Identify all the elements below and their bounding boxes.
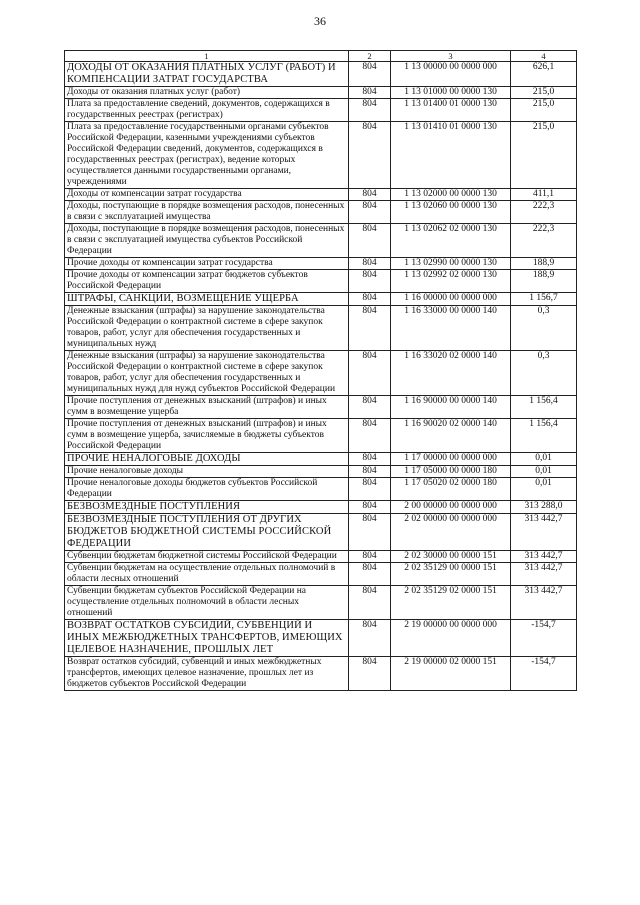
table-row xyxy=(65,258,577,270)
row-name-cell: Доходы, поступающие в порядке возмещения расходов, понесенных в связи с эксплуатацией имущества xyxy=(65,201,349,224)
row-admin-cell: 804 xyxy=(349,657,391,691)
table-row xyxy=(65,501,577,514)
table-row xyxy=(65,189,577,201)
row-amount-cell: 0,01 xyxy=(511,466,577,478)
row-admin-cell: 804 xyxy=(349,87,391,99)
row-amount-cell: 188,9 xyxy=(511,258,577,270)
row-amount-cell: 313 442,7 xyxy=(511,551,577,563)
table-row xyxy=(65,62,577,87)
row-amount-cell: 222,3 xyxy=(511,201,577,224)
row-code-cell: 1 13 01000 00 0000 130 xyxy=(391,87,511,99)
table-header-row xyxy=(65,51,577,62)
table-body xyxy=(65,62,577,691)
table-row xyxy=(65,466,577,478)
row-name-cell: ШТРАФЫ, САНКЦИИ, ВОЗМЕЩЕНИЕ УЩЕРБА xyxy=(65,293,349,306)
row-name-cell: Прочие неналоговые доходы xyxy=(65,466,349,478)
row-amount-cell: -154,7 xyxy=(511,657,577,691)
table-row xyxy=(65,87,577,99)
row-code-cell: 2 02 00000 00 0000 000 xyxy=(391,514,511,551)
row-code-cell: 1 13 01410 01 0000 130 xyxy=(391,122,511,189)
row-amount-cell: 1 156,4 xyxy=(511,396,577,419)
row-admin-cell: 804 xyxy=(349,189,391,201)
row-admin-cell: 804 xyxy=(349,99,391,122)
table-row xyxy=(65,224,577,258)
row-code-cell: 1 13 02990 00 0000 130 xyxy=(391,258,511,270)
row-name-cell: Доходы, поступающие в порядке возмещения расходов, понесенных в связи с эксплуатацией имущества субъектов Российской Федерации xyxy=(65,224,349,258)
row-code-cell: 2 19 00000 02 0000 151 xyxy=(391,657,511,691)
row-code-cell: 1 13 01400 01 0000 130 xyxy=(391,99,511,122)
row-admin-cell: 804 xyxy=(349,501,391,514)
table-row xyxy=(65,620,577,657)
row-amount-cell: 313 442,7 xyxy=(511,514,577,551)
row-admin-cell: 804 xyxy=(349,586,391,620)
row-name-cell: ВОЗВРАТ ОСТАТКОВ СУБСИДИЙ, СУБВЕНЦИЙ И ИНЫХ МЕЖБЮДЖЕТНЫХ ТРАНСФЕРТОВ, ИМЕЮЩИХ ЦЕЛЕВОЕ НАЗНАЧЕНИЕ, ПРОШЛЫХ ЛЕТ xyxy=(65,620,349,657)
row-admin-cell: 804 xyxy=(349,551,391,563)
row-name-cell: Денежные взыскания (штрафы) за нарушение законодательства Российской Федерации о контрактной системе в сфере закупок товаров, работ, услуг для обеспечения государственных и муниципальных нужд для нужд субъектов Российской Федерации xyxy=(65,351,349,396)
row-admin-cell: 804 xyxy=(349,306,391,351)
row-amount-cell: 313 442,7 xyxy=(511,586,577,620)
row-code-cell: 1 13 02060 00 0000 130 xyxy=(391,201,511,224)
row-name-cell: Прочие доходы от компенсации затрат бюджетов субъектов Российской Федерации xyxy=(65,270,349,293)
row-admin-cell: 804 xyxy=(349,466,391,478)
column-header: 1 xyxy=(65,51,349,62)
row-code-cell: 2 19 00000 00 0000 000 xyxy=(391,620,511,657)
row-code-cell: 1 16 90000 00 0000 140 xyxy=(391,396,511,419)
table-row xyxy=(65,306,577,351)
table-row xyxy=(65,478,577,501)
row-code-cell: 2 00 00000 00 0000 000 xyxy=(391,501,511,514)
row-amount-cell: 222,3 xyxy=(511,224,577,258)
row-admin-cell: 804 xyxy=(349,270,391,293)
column-header: 4 xyxy=(511,51,577,62)
row-name-cell: Прочие доходы от компенсации затрат государства xyxy=(65,258,349,270)
row-admin-cell: 804 xyxy=(349,62,391,87)
row-admin-cell: 804 xyxy=(349,224,391,258)
row-admin-cell: 804 xyxy=(349,563,391,586)
row-code-cell: 1 13 00000 00 0000 000 xyxy=(391,62,511,87)
row-code-cell: 2 02 30000 00 0000 151 xyxy=(391,551,511,563)
table-row xyxy=(65,514,577,551)
column-header: 2 xyxy=(349,51,391,62)
row-admin-cell: 804 xyxy=(349,258,391,270)
row-name-cell: Субвенции бюджетам субъектов Российской Федерации на осуществление отдельных полномочий в области лесных отношений xyxy=(65,586,349,620)
table-row xyxy=(65,293,577,306)
row-admin-cell: 804 xyxy=(349,293,391,306)
revenue-table xyxy=(64,50,577,691)
row-code-cell: 1 16 00000 00 0000 000 xyxy=(391,293,511,306)
column-header: 3 xyxy=(391,51,511,62)
row-name-cell: Прочие неналоговые доходы бюджетов субъектов Российской Федерации xyxy=(65,478,349,501)
row-amount-cell: 215,0 xyxy=(511,122,577,189)
row-code-cell: 1 13 02000 00 0000 130 xyxy=(391,189,511,201)
row-name-cell: ПРОЧИЕ НЕНАЛОГОВЫЕ ДОХОДЫ xyxy=(65,453,349,466)
row-amount-cell: 188,9 xyxy=(511,270,577,293)
row-admin-cell: 804 xyxy=(349,620,391,657)
page-number: 36 xyxy=(314,14,326,28)
row-name-cell: Плата за предоставление сведений, документов, содержащихся в государственных реестрах (регистрах) xyxy=(65,99,349,122)
row-code-cell: 2 02 35129 00 0000 151 xyxy=(391,563,511,586)
row-admin-cell: 804 xyxy=(349,201,391,224)
row-name-cell: БЕЗВОЗМЕЗДНЫЕ ПОСТУПЛЕНИЯ ОТ ДРУГИХ БЮДЖЕТОВ БЮДЖЕТНОЙ СИСТЕМЫ РОССИЙСКОЙ ФЕДЕРАЦИИ xyxy=(65,514,349,551)
table-row xyxy=(65,201,577,224)
table-row xyxy=(65,99,577,122)
row-code-cell: 1 16 33020 02 0000 140 xyxy=(391,351,511,396)
row-name-cell: Плата за предоставление государственными органами субъектов Российской Федерации, казенными учреждениями субъектов Российской Федерации сведений, документов, содержащихся в государственных реестрах (регистрах), ведение которых осуществляется данными государственными органами, учреждениями xyxy=(65,122,349,189)
row-amount-cell: 313 288,0 xyxy=(511,501,577,514)
table-row xyxy=(65,122,577,189)
row-admin-cell: 804 xyxy=(349,478,391,501)
row-admin-cell: 804 xyxy=(349,419,391,453)
row-admin-cell: 804 xyxy=(349,453,391,466)
row-name-cell: Прочие поступления от денежных взысканий (штрафов) и иных сумм в возмещение ущерба, зачисляемые в бюджеты субъектов Российской Федерации xyxy=(65,419,349,453)
row-amount-cell: 1 156,7 xyxy=(511,293,577,306)
row-name-cell: Денежные взыскания (штрафы) за нарушение законодательства Российской Федерации о контрактной системе в сфере закупок товаров, работ, услуг для обеспечения государственных и муниципальных нужд xyxy=(65,306,349,351)
row-admin-cell: 804 xyxy=(349,396,391,419)
row-name-cell: Прочие поступления от денежных взысканий (штрафов) и иных сумм в возмещение ущерба xyxy=(65,396,349,419)
table-row xyxy=(65,396,577,419)
row-name-cell: Доходы от компенсации затрат государства xyxy=(65,189,349,201)
row-code-cell: 1 17 00000 00 0000 000 xyxy=(391,453,511,466)
row-amount-cell: 626,1 xyxy=(511,62,577,87)
row-amount-cell: 215,0 xyxy=(511,99,577,122)
row-amount-cell: -154,7 xyxy=(511,620,577,657)
row-amount-cell: 0,01 xyxy=(511,453,577,466)
row-code-cell: 1 13 02062 02 0000 130 xyxy=(391,224,511,258)
row-admin-cell: 804 xyxy=(349,351,391,396)
row-code-cell: 1 16 33000 00 0000 140 xyxy=(391,306,511,351)
row-code-cell: 2 02 35129 02 0000 151 xyxy=(391,586,511,620)
table-row xyxy=(65,270,577,293)
row-code-cell: 1 17 05000 00 0000 180 xyxy=(391,466,511,478)
table-row xyxy=(65,453,577,466)
row-amount-cell: 215,0 xyxy=(511,87,577,99)
row-admin-cell: 804 xyxy=(349,514,391,551)
table-row xyxy=(65,351,577,396)
row-name-cell: Субвенции бюджетам бюджетной системы Российской Федерации xyxy=(65,551,349,563)
row-name-cell: Возврат остатков субсидий, субвенций и иных межбюджетных трансфертов, имеющих целевое назначение, прошлых лет из бюджетов субъектов Российской Федерации xyxy=(65,657,349,691)
row-name-cell: БЕЗВОЗМЕЗДНЫЕ ПОСТУПЛЕНИЯ xyxy=(65,501,349,514)
row-amount-cell: 0,3 xyxy=(511,351,577,396)
row-name-cell: Доходы от оказания платных услуг (работ) xyxy=(65,87,349,99)
table-row xyxy=(65,563,577,586)
row-code-cell: 1 16 90020 02 0000 140 xyxy=(391,419,511,453)
table-row xyxy=(65,586,577,620)
row-amount-cell: 0,01 xyxy=(511,478,577,501)
table-row xyxy=(65,657,577,691)
row-name-cell: Субвенции бюджетам на осуществление отдельных полномочий в области лесных отношений xyxy=(65,563,349,586)
row-amount-cell: 1 156,4 xyxy=(511,419,577,453)
row-admin-cell: 804 xyxy=(349,122,391,189)
row-name-cell: ДОХОДЫ ОТ ОКАЗАНИЯ ПЛАТНЫХ УСЛУГ (РАБОТ) И КОМПЕНСАЦИИ ЗАТРАТ ГОСУДАРСТВА xyxy=(65,62,349,87)
row-code-cell: 1 13 02992 02 0000 130 xyxy=(391,270,511,293)
row-amount-cell: 411,1 xyxy=(511,189,577,201)
row-code-cell: 1 17 05020 02 0000 180 xyxy=(391,478,511,501)
row-amount-cell: 313 442,7 xyxy=(511,563,577,586)
table-row xyxy=(65,419,577,453)
row-amount-cell: 0,3 xyxy=(511,306,577,351)
table-row xyxy=(65,551,577,563)
